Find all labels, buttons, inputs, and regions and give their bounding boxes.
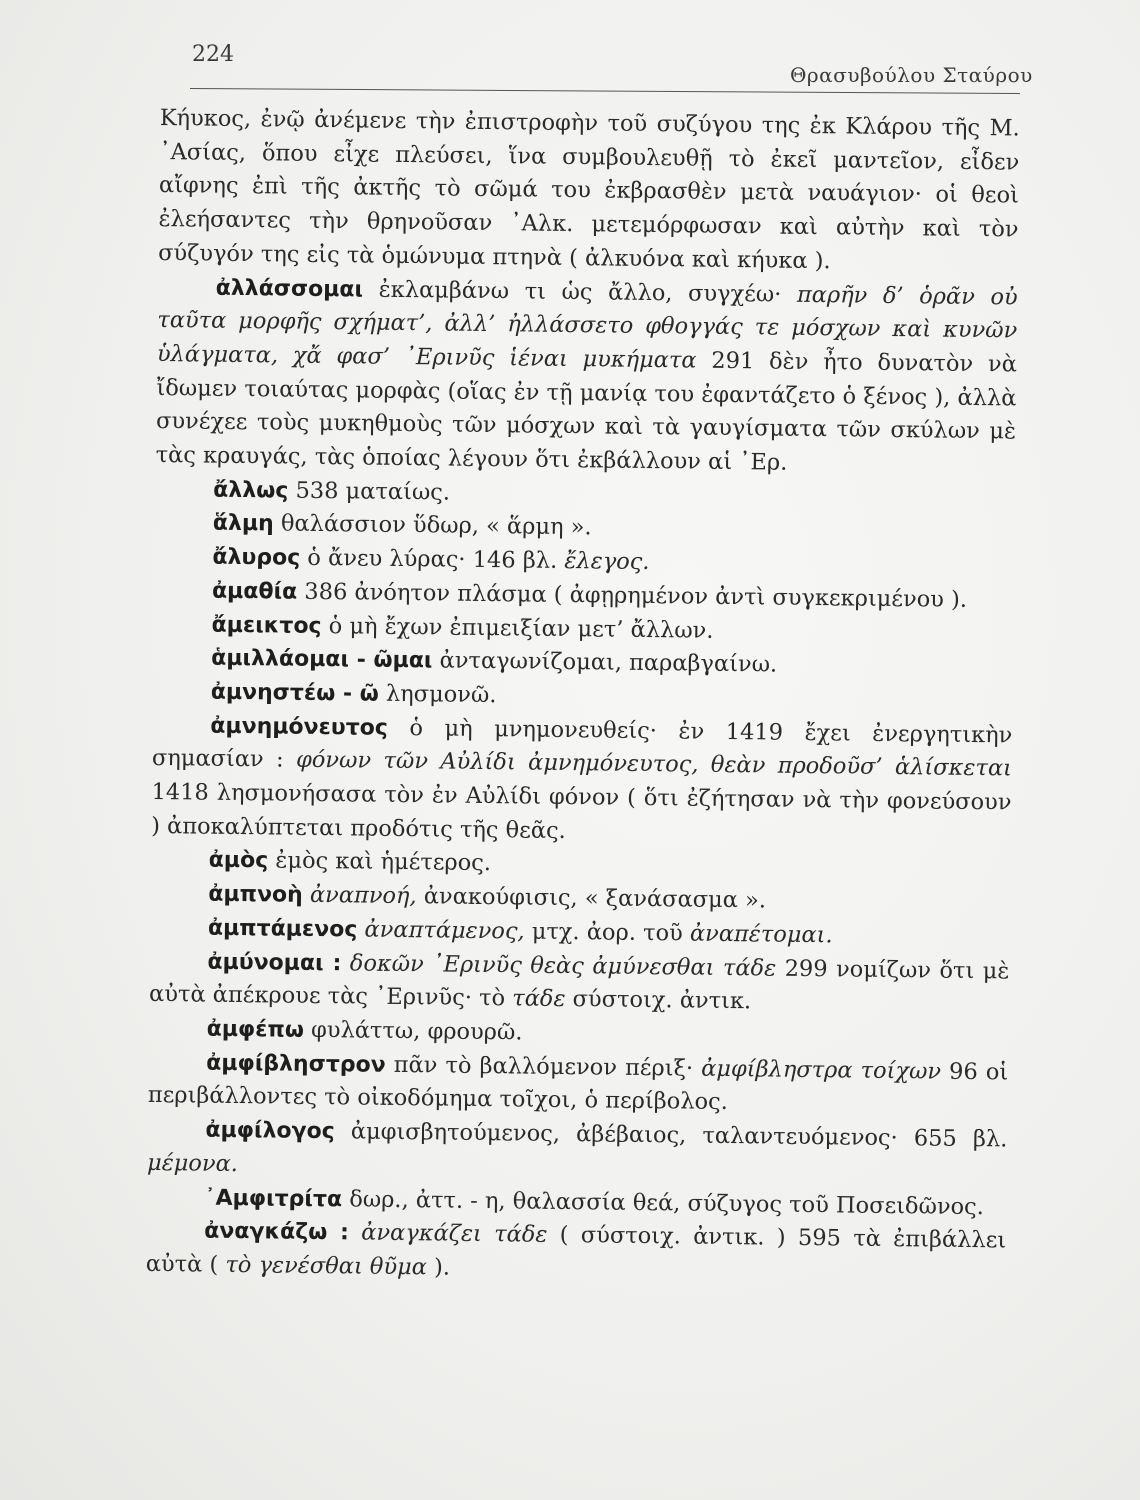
entry-text: ὁ ἄνευ λύρας· 146 βλ. — [300, 544, 565, 575]
entry-quote: τὸ γενέσθαι θῦμα — [225, 1251, 428, 1281]
page-number: 224 — [192, 42, 234, 67]
lexicon-entry — [146, 1214, 1007, 1292]
entry-quote: ἀμφίβληστρα τοίχων — [701, 1055, 942, 1085]
entry-quote: τάδε — [512, 985, 566, 1013]
entry-headword: ἁμιλλάομαι - ῶμαι — [211, 645, 433, 674]
entry-text: 538 — [288, 477, 346, 505]
entry-text: ὁ μὴ μνημονευθείς· ἐν 1419 ἔχει ἐνεργητικὴν σημασίαν : — [151, 714, 1013, 774]
entry-headword: ἀμαθία — [211, 578, 298, 605]
entry-text: 299 νομίζων ὅτι μὲ αὐτὰ ἀπέκρουε τὰς ᾿Ερινῦς· τὸ — [148, 955, 1010, 1012]
entry-headword: ἀναγκάζω : — [204, 1218, 350, 1246]
entry-text: ( σύστοιχ. ἀντικ. ) 595 τὰ ἐπιβάλλει αὐτὰ ( — [145, 1222, 1007, 1278]
entry-headword: ἀμύνομαι : — [207, 949, 342, 976]
entry-headword: ἀλλάσσομαι — [215, 275, 364, 303]
entry-headword: ἀμὸς — [208, 848, 269, 874]
entry-quote: ἀναπέτομαι. — [689, 920, 833, 949]
entry-headword: ἅλμη — [212, 511, 274, 537]
entry-text: δωρ., ἀττ. - η, θαλασσία θεά, σύζυγος τοῦ Ποσειδῶνος. — [341, 1185, 985, 1220]
entry-quote: δοκῶν ᾿Ερινῦς θεὰς ἀμύνεσθαι τάδε — [349, 949, 777, 982]
entry-text: ἀμφισβητούμενος, ἀβέβαιος, ταλαντευόμενος· 655 βλ. — [334, 1118, 1008, 1153]
intro-paragraph: Κήυκος, ἐνῷ ἀνέμενε τὴν ἐπιστροφὴν τοῦ συζύγου της ἐκ Κλάρου τῆς Μ. ᾿Ασίας, ὅπου εἶχε πλεύσει, ἵνα συμβουλευθῇ τὸ ἐκεῖ μαντεῖον, εἶδεν αἴφνης ἐπὶ τῆς ἀκτῆς τὸ σῶμά του ἐκβρασθὲν μετὰ ναυάγιον· οἱ θεοὶ ἐλεήσαντες τὴν θρηνοῦσαν ᾿Αλκ. μετεμόρφωσαν καὶ αὐτὴν καὶ τὸν σύζυγόν της εἰς τὰ ὁμώνυμα πτηνὰ ( ἀλκυόνα καὶ κήυκα ). — [157, 104, 1020, 275]
lexicon-entry — [155, 271, 1017, 484]
lexicon-entry — [147, 1113, 1008, 1191]
entry-text: ὁ μὴ ἔχων ἐπιμειξίαν μετ’ ἄλλων. — [321, 612, 714, 644]
entry-text: θαλάσσιον ὕδωρ, « ἅρμη ». — [273, 510, 592, 541]
entry-headword: ἄλλως — [213, 477, 289, 504]
entry-text: ἀνταγωνίζομαι, παραβγαίνω. — [432, 647, 778, 678]
entry-headword: ἀμνημόνευτος — [210, 713, 389, 741]
lexicon-entry — [149, 945, 1010, 1023]
entry-quote: ἔλεγος. — [564, 548, 650, 576]
entry-text: ἀνακούφισις, « ξανάσασμα ». — [416, 883, 767, 914]
running-head: Θρασυβούλου Σταύρου — [790, 63, 1033, 87]
entry-text: φυλάττω, φρουρῶ. — [303, 1016, 523, 1046]
lexicon-entry — [148, 1046, 1009, 1124]
entry-text: 96 οἱ περιβάλλοντες τὸ οἰκοδόμημα τοῖχοι, ὁ περίβολος. — [147, 1058, 1009, 1116]
entry-quote: μέμονα. — [146, 1149, 239, 1177]
header-rule — [190, 88, 1020, 94]
entry-headword: ἄλυρος — [212, 544, 301, 571]
entry-text: 1418 λησμονήσασα τὸν ἐν Αὐλίδι φόνον ( ὅτι ἐζήτησαν νὰ τὴν φονεύσουν ) ἀποκαλύπτεται προδότις τῆς θεᾶς. — [150, 779, 1012, 844]
entry-text: μτχ. ἀορ. τοῦ — [524, 918, 691, 947]
entry-text: ἐκλαμβάνω τι ὡς ἄλλο, συγχέω· — [362, 276, 798, 308]
entry-headword: ἀμνηστέω - ῶ — [210, 679, 379, 707]
lexicon-entry — [151, 709, 1013, 854]
entry-text: ἐμὸς καὶ ἡμέτερος. — [268, 847, 492, 877]
entry-text: ματαίως. — [345, 478, 451, 506]
entry-text: 386 ἀνόητον πλάσμα ( ἀφῃρημένον ἀντὶ συγκεκριμένου ). — [297, 578, 968, 613]
entry-text: 291 δὲν ἦτο δυνατὸν νὰ ἴδωμεν τοιαύτας μορφὰς (οἵας ἐν τῇ μανίᾳ του ἐφαντάζετο ὁ ξένος ), ἀλλὰ συνέχεε τοὺς μυκηθμοὺς τῶν μόσχων καὶ τὰ γαυγίσματα τῶν σκύλων μὲ τὰς κραυγάς, τὰς ὁποίας λέγουν ὅτι ἐκβάλλουν αἱ ᾿Ερ. — [155, 347, 1018, 476]
entry-quote: φόνων τῶν Αὐλίδι ἀμνημόνευτος, θεὰν προδοῦσ’ ἁλίσκεται — [295, 747, 1013, 782]
entry-headword: ἀμπτάμενος — [207, 915, 358, 943]
entry-text: πᾶν τὸ βαλλόμενον πέριξ· — [385, 1051, 702, 1082]
entry-headword: ᾿Αμφιτρίτα — [204, 1185, 343, 1212]
entry-headword: ἀμφίβληστρον — [206, 1050, 386, 1078]
entry-text: σύστοιχ. ἀντικ. — [565, 986, 752, 1015]
entry-headword: ἀμφέπω — [206, 1016, 305, 1043]
lexicon-text — [146, 102, 1020, 1292]
entry-text — [349, 1220, 362, 1246]
entry-headword: ἀμπνοὴ — [208, 881, 303, 908]
entry-quote: παρῆν δ’ ὁρᾶν οὐ ταῦτα μορφῆς σχήματ’, ἀλλ’ ἠλλάσσετο φθογγάς τε μόσχων καὶ κυνῶν ὑλάγματα, χἄ φασ’ ᾿Ερινῦς ἱέναι μυκήματα — [156, 281, 1018, 374]
entry-quote: ἀναπτάμενος, — [364, 916, 525, 945]
entry-quote: ἀναγκάζει τάδε — [361, 1219, 548, 1249]
entry-headword: ἄμεικτος — [211, 612, 322, 639]
entry-text: λησμονῶ. — [378, 680, 497, 709]
entry-text: ). — [426, 1254, 451, 1281]
entry-headword: ἀμφίλογος — [205, 1117, 335, 1145]
entry-quote: ἀναπνοή, — [309, 882, 417, 910]
